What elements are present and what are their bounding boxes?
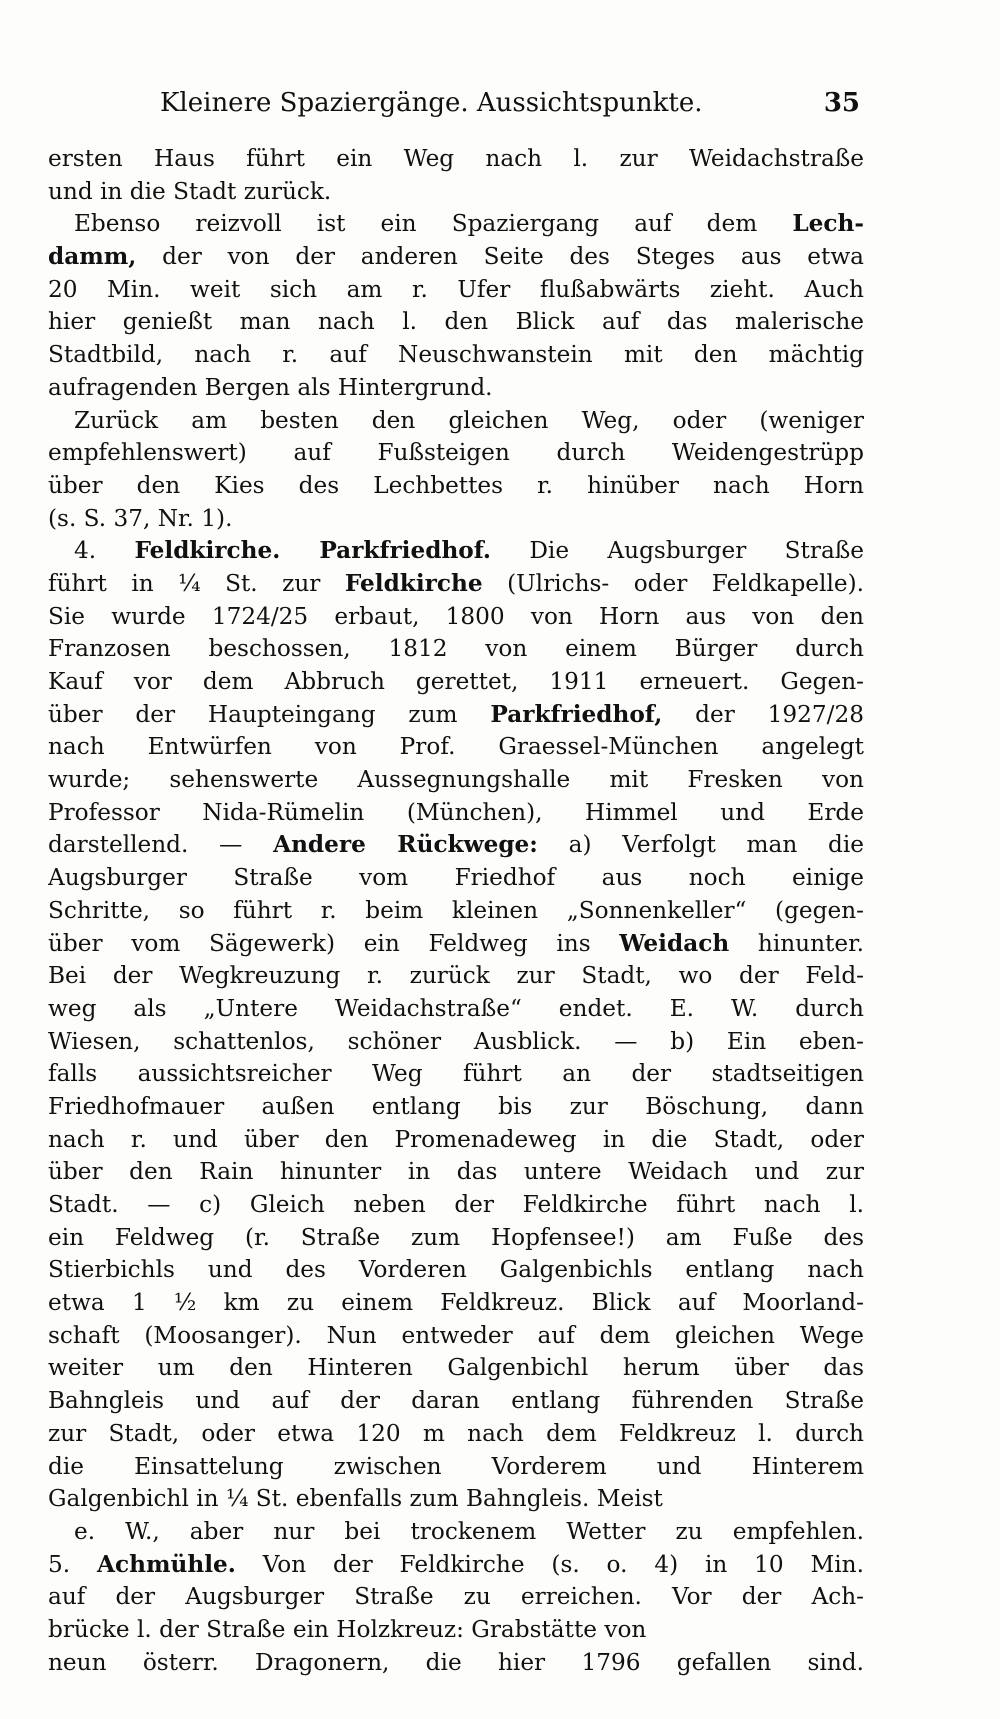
text-line [48, 1254, 864, 1287]
text-run: führt in ¼ St. zur [48, 569, 345, 597]
text-line [48, 1124, 864, 1157]
text-line [48, 1026, 864, 1059]
text-line [48, 731, 864, 764]
text-line [48, 470, 864, 503]
bold-term: Feldkirche. Parkfriedhof. [134, 537, 491, 565]
text-run: der 1927/28 [662, 700, 864, 728]
text-line [48, 568, 864, 601]
text-run: e. W., aber nur bei trockenem Wetter zu empfehlen. [74, 1517, 864, 1545]
text-line [48, 1287, 864, 1320]
text-line [48, 601, 864, 634]
text-line [48, 1156, 864, 1189]
text-line [48, 1222, 864, 1255]
text-line [48, 797, 864, 830]
text-run: 5. [48, 1550, 97, 1578]
body-text [48, 143, 864, 1679]
text-run: über den Rain hinunter in das untere Weidach und zur [48, 1158, 864, 1186]
text-line [48, 437, 864, 470]
text-line [48, 1516, 864, 1549]
text-run: die Einsattelung zwischen Vorderem und Hinterem [48, 1452, 864, 1480]
text-run: Die Augsburger Straße [491, 537, 864, 565]
text-line [48, 1418, 864, 1451]
running-header [52, 88, 860, 128]
text-line [48, 960, 864, 993]
text-line [48, 1352, 864, 1385]
text-run: Friedhofmauer außen entlang bis zur Böschung, dann [48, 1092, 864, 1120]
text-run: weiter um den Hinteren Galgenbichl herum über das [48, 1354, 864, 1382]
bold-term: Achmühle. [96, 1550, 236, 1578]
text-line [48, 1614, 864, 1647]
text-run: ein Feldweg (r. Straße zum Hopfensee!) am Fuße des [48, 1223, 864, 1251]
text-line [48, 993, 864, 1026]
text-line [48, 862, 864, 895]
text-line [48, 633, 864, 666]
text-run: über den Kies des Lechbettes r. hinüber nach Horn [48, 471, 864, 499]
text-run: Von der Feldkirche (s. o. 4) in 10 Min. [235, 1550, 864, 1578]
text-run: Bei der Wegkreuzung r. zurück zur Stadt, wo der Feld- [48, 962, 864, 990]
text-line [48, 1385, 864, 1418]
text-line [48, 1091, 864, 1124]
text-run: a) Verfolgt man die [537, 831, 864, 859]
text-run: hier genießt man nach l. den Blick auf das malerische [48, 308, 864, 336]
text-run: neun österr. Dragonern, die hier 1796 gefallen sind. [48, 1648, 864, 1676]
page-number: 35 [823, 88, 860, 118]
text-run: Sie wurde 1724/25 erbaut, 1800 von Horn aus von den [48, 602, 864, 630]
text-line [48, 699, 864, 732]
text-line [48, 1189, 864, 1222]
text-line [48, 176, 864, 209]
text-run: nach r. und über den Promenadeweg in die Stadt, oder [48, 1125, 864, 1153]
text-run: Zurück am besten den gleichen Weg, oder (weniger [74, 406, 864, 434]
text-run: und in die Stadt zurück. [48, 177, 332, 205]
text-run: Schritte, so führt r. beim kleinen „Sonnenkeller“ (gegen- [48, 896, 864, 924]
text-line [48, 208, 864, 241]
text-line [48, 1451, 864, 1484]
text-run: 20 Min. weit sich am r. Ufer flußabwärts zieht. Auch [48, 275, 864, 303]
text-run: weg als „Untere Weidachstraße“ endet. E. W. durch [48, 994, 864, 1022]
text-line [48, 405, 864, 438]
text-line [48, 1549, 864, 1582]
text-run: darstellend. — [48, 831, 274, 859]
bold-term: damm, [48, 243, 137, 271]
text-line [48, 829, 864, 862]
bold-term: Weidach [619, 929, 730, 957]
text-line [48, 1647, 864, 1680]
text-run: auf der Augsburger Straße zu erreichen. Vor der Ach- [48, 1583, 864, 1611]
text-line [48, 503, 864, 536]
text-run: Stadt. — c) Gleich neben der Feldkirche führt nach l. [48, 1191, 864, 1218]
text-run: zur Stadt, oder etwa 120 m nach dem Feldkreuz l. durch [48, 1419, 864, 1447]
text-run: Professor Nida-Rümelin (München), Himmel und Erde [48, 798, 864, 826]
text-run: etwa 1 ½ km zu einem Feldkreuz. Blick auf Moorland- [48, 1289, 864, 1317]
text-run: aufragenden Bergen als Hintergrund. [48, 373, 493, 401]
text-run: empfehlenswert) auf Fußsteigen durch Weidengestrüpp [48, 439, 864, 467]
text-line [48, 372, 864, 405]
text-run: 4. [74, 537, 135, 565]
text-line [48, 274, 864, 307]
text-line [48, 143, 864, 176]
text-run: (Ulrichs- oder Feldkapelle). [482, 569, 864, 597]
text-line [48, 666, 864, 699]
text-run: (s. S. 37, Nr. 1). [48, 504, 233, 532]
text-line [48, 306, 864, 339]
text-run: über der Haupteingang zum [48, 700, 491, 728]
text-line [48, 241, 864, 274]
text-run: Augsburger Straße vom Friedhof aus noch einige [48, 864, 864, 892]
text-run: Franzosen beschossen, 1812 von einem Bürger durch [48, 635, 864, 663]
bold-term: Feldkirche [344, 569, 483, 597]
text-line [48, 535, 864, 568]
text-run: Stierbichls und des Vorderen Galgenbichls entlang nach [48, 1256, 864, 1284]
bold-term: Lech- [792, 210, 864, 238]
text-run: Galgenbichl in ¼ St. ebenfalls zum Bahngleis. Meist [48, 1485, 663, 1513]
text-run: Ebenso reizvoll ist ein Spaziergang auf dem [74, 210, 793, 238]
text-line [48, 1483, 864, 1516]
text-run: schaft (Moosanger). Nun entweder auf dem gleichen Wege [48, 1321, 864, 1349]
text-run: falls aussichtsreicher Weg führt an der stadtseitigen [48, 1060, 864, 1088]
text-line [48, 895, 864, 928]
text-run: brücke l. der Straße ein Holzkreuz: Grabstätte von [48, 1615, 647, 1643]
text-run: hinunter. [729, 929, 864, 957]
text-line [48, 1058, 864, 1091]
text-line [48, 1320, 864, 1353]
text-run: nach Entwürfen von Prof. Graessel-München angelegt [48, 733, 864, 761]
text-run: über vom Sägewerk) ein Feldweg ins [48, 929, 620, 957]
bold-term: Parkfriedhof, [490, 700, 663, 728]
text-run: Bahngleis und auf der daran entlang führenden Straße [48, 1387, 864, 1415]
text-line [48, 764, 864, 797]
text-line [48, 1581, 864, 1614]
text-run: Stadtbild, nach r. auf Neuschwanstein mit den mächtig [48, 341, 864, 369]
text-run: Kauf vor dem Abbruch gerettet, 1911 erneuert. Gegen- [48, 668, 864, 695]
text-run: Wiesen, schattenlos, schöner Ausblick. — b) Ein eben- [48, 1027, 864, 1055]
running-title: Kleinere Spaziergänge. Aussichtspunkte. [160, 88, 703, 118]
text-run: wurde; sehenswerte Aussegnungshalle mit Fresken von [48, 766, 864, 794]
text-run: ersten Haus führt ein Weg nach l. zur Weidachstraße [48, 145, 864, 172]
text-run: der von der anderen Seite des Steges aus etwa [136, 243, 864, 271]
text-line [48, 339, 864, 372]
text-line [48, 928, 864, 961]
bold-term: Andere Rückwege: [273, 831, 538, 859]
